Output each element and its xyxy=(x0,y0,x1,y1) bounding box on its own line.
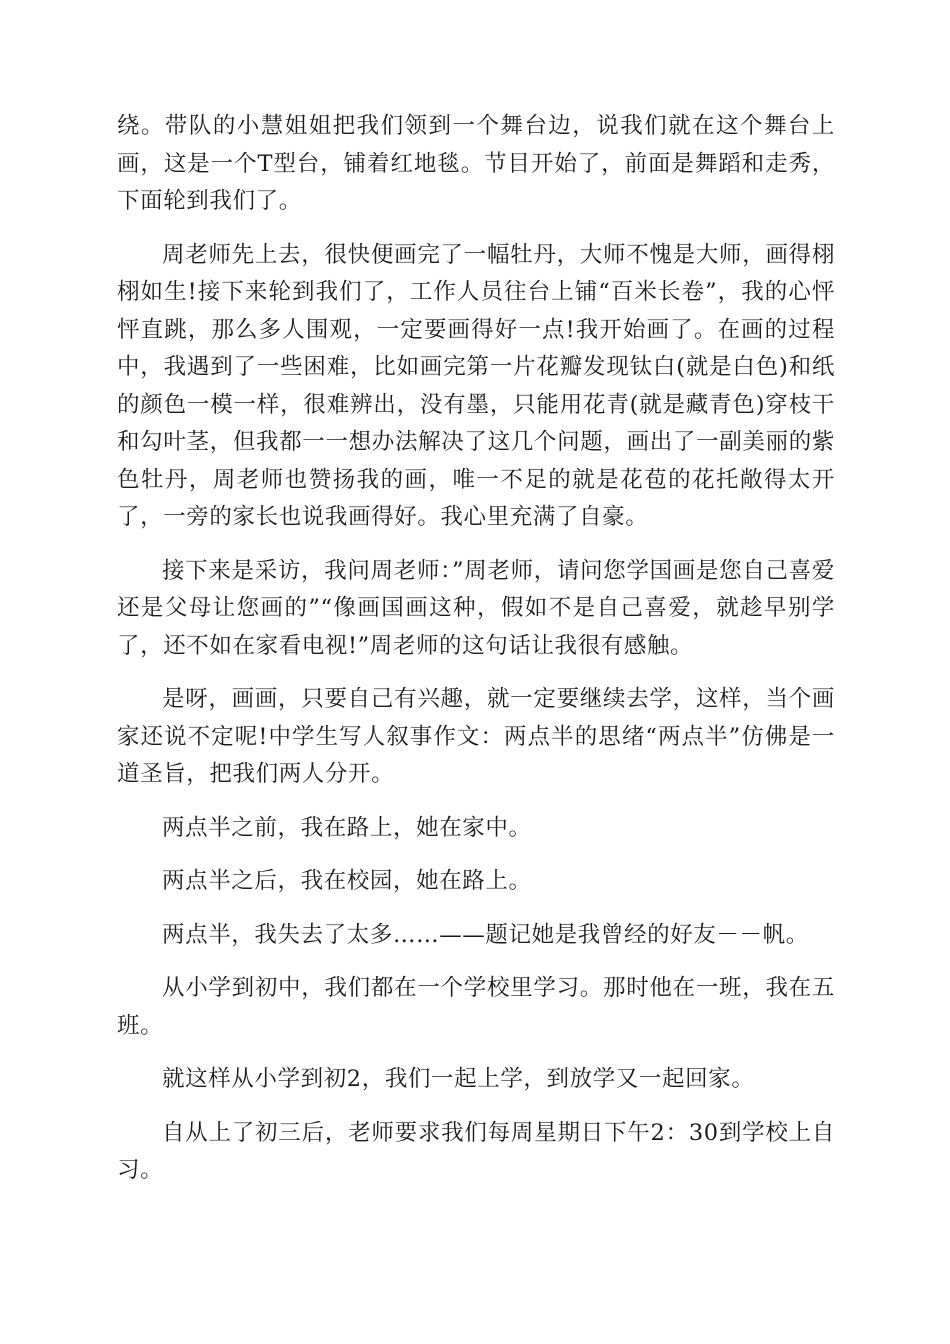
paragraph-8: 从小学到初中，我们都在一个学校里学习。那时他在一班，我在五班。 xyxy=(117,975,835,1039)
paragraph-5: 两点半之前，我在路上，她在家中。 xyxy=(162,814,532,841)
paragraph-9: 就这样从小学到初2，我们一起上学，到放学又一起回家。 xyxy=(162,1066,755,1092)
paragraph-10: 自从上了初三后，老师要求我们每周星期日下午2：30到学校上自习。 xyxy=(117,1119,835,1183)
paragraph-3: 接下来是采访，我问周老师：”周老师，请问您学国画是您自己喜爱还是父母让您画的”“像画国画这种，假如不是自己喜爱，就趁早别学了，还不如在家看电视!”周老师的这句话让我很有感触。 xyxy=(117,557,835,659)
document-body xyxy=(117,108,835,1206)
paragraph-1: 绕。带队的小慧姐姐把我们领到一个舞台边，说我们就在这个舞台上画，这是一个T型台，铺着红地毯。节目开始了，前面是舞蹈和走秀，下面轮到我们了。 xyxy=(117,113,835,214)
paragraph-7: 两点半，我失去了太多……——题记她是我曾经的好友－－帆。 xyxy=(162,921,809,948)
paragraph-4: 是呀，画画，只要自己有兴趣，就一定要继续去学，这样，当个画家还说不定呢!中学生写人叙事作文：两点半的思绪“两点半”仿佛是一道圣旨，把我们两人分开。 xyxy=(117,686,835,787)
paragraph-6: 两点半之后，我在校园，她在路上。 xyxy=(162,868,532,894)
paragraph-2: 周老师先上去，很快便画完了一幅牡丹，大师不愧是大师，画得栩栩如生!接下来轮到我们了，工作人员往台上铺“百米长卷”，我的心怦怦直跳，那么多人围观，一定要画得好一点!我开始画了。在画的过程中，我遇到了一些困难，比如画完第一片花瓣发现钛白(就是白色)和纸的颜色一模一样，很难辨出，没有墨，只能用花青(就是藏青色)穿枝干和勾叶茎，但我都一一想办法解决了这几个问题，画出了一副美丽的紫色牡丹，周老师也赞扬我的画，唯一不足的就是花苞的花托敞得太开了，一旁的家长也说我画得好。我心里充满了自豪。 xyxy=(117,241,835,530)
